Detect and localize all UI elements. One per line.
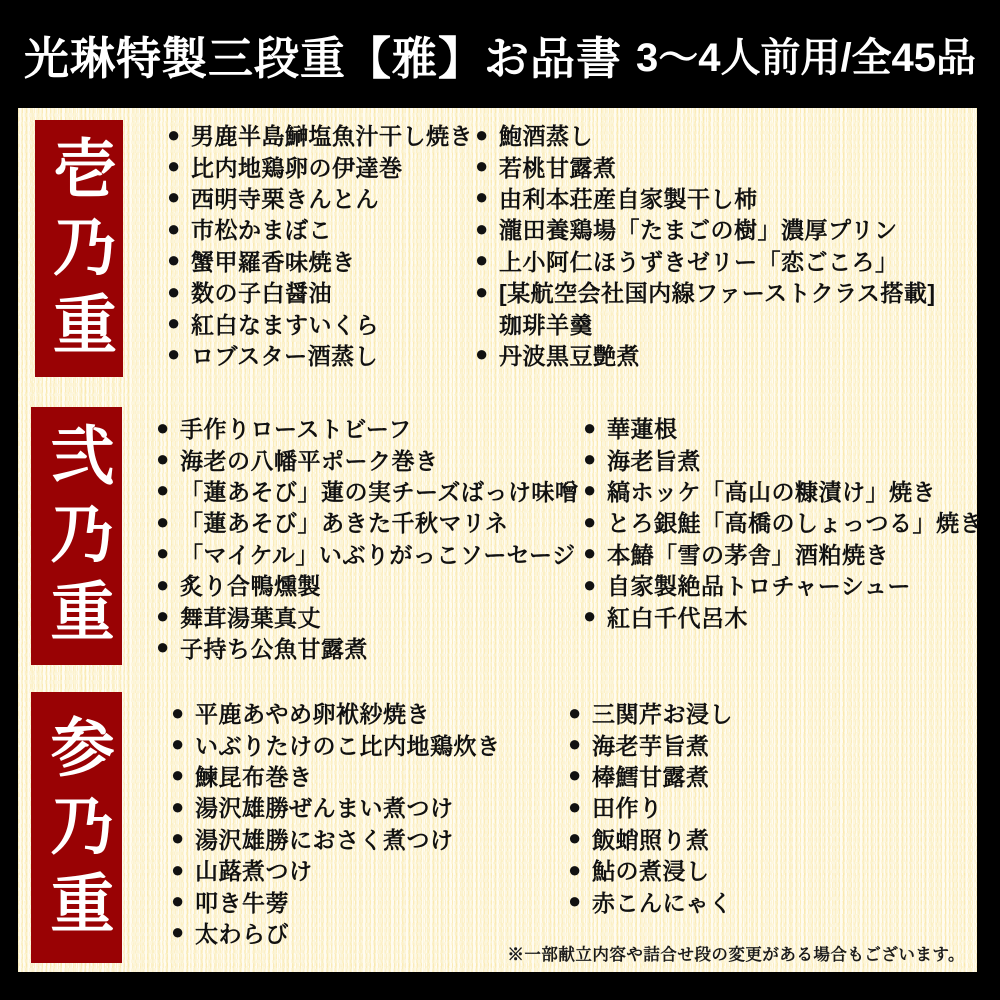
bullet-icon: ● bbox=[568, 762, 582, 788]
menu-item-label: 上小阿仁ほうずきゼリー「恋ごころ」 bbox=[499, 248, 899, 275]
menu-item-label: 海老芋旨煮 bbox=[592, 732, 710, 759]
bullet-icon: ● bbox=[171, 762, 185, 788]
bullet-icon: ● bbox=[568, 699, 582, 725]
menu-item-label: 本鰆「雪の茅舎」酒粕焼き bbox=[607, 541, 889, 568]
bullet-icon: ● bbox=[156, 571, 170, 597]
tier1-menu-column-right bbox=[475, 119, 936, 370]
bullet-icon: ● bbox=[568, 888, 582, 914]
menu-item bbox=[475, 339, 936, 370]
menu-item-label: 棒鱈甘露煮 bbox=[592, 763, 710, 790]
menu-item-label: 蟹甲羅香味焼き bbox=[191, 248, 356, 275]
bullet-icon: ● bbox=[171, 793, 185, 819]
tier-label-1 bbox=[35, 120, 123, 377]
menu-item bbox=[171, 697, 501, 728]
menu-item bbox=[156, 475, 578, 506]
menu-item bbox=[171, 885, 501, 916]
bullet-icon: ● bbox=[583, 446, 597, 472]
menu-item-label: 飯蛸照り煮 bbox=[592, 826, 710, 853]
menu-item-label: 市松かまぼこ bbox=[191, 217, 332, 244]
menu-item bbox=[583, 538, 983, 569]
menu-item-label: 数の子白醤油 bbox=[191, 280, 332, 307]
bullet-icon: ● bbox=[171, 919, 185, 945]
tier2-menu-column-left bbox=[156, 412, 578, 663]
menu-item bbox=[583, 475, 983, 506]
bullet-icon: ● bbox=[156, 508, 170, 534]
menu-item-label: 赤こんにゃく bbox=[592, 889, 733, 916]
tier1-menu-column-left bbox=[167, 119, 473, 370]
menu-item bbox=[167, 339, 473, 370]
bullet-icon: ● bbox=[167, 215, 181, 241]
menu-item bbox=[171, 917, 501, 948]
menu-item-label: 田作り bbox=[592, 795, 663, 822]
menu-item bbox=[167, 276, 473, 307]
bullet-icon: ● bbox=[156, 477, 170, 503]
bullet-icon: ● bbox=[171, 825, 185, 851]
menu-item-label: 縞ホッケ「高山の糠漬け」焼き bbox=[607, 478, 936, 505]
menu-item-label: [某航空会社国内線ファーストクラス搭載] bbox=[499, 280, 936, 307]
menu-item-label: 華蓮根 bbox=[607, 416, 678, 443]
menu-item-label: 西明寺栗きんとん bbox=[191, 185, 379, 212]
menu-item bbox=[583, 506, 983, 537]
menu-item bbox=[156, 506, 578, 537]
menu-item bbox=[475, 150, 936, 181]
menu-item bbox=[171, 854, 501, 885]
page-title: 光琳特製三段重【雅】お品書 bbox=[23, 32, 622, 84]
menu-item-label: 丹波黒豆艶煮 bbox=[499, 342, 640, 369]
bullet-icon: ● bbox=[167, 121, 181, 147]
menu-item-label: 平鹿あやめ卵袱紗焼き bbox=[195, 701, 430, 728]
menu-item bbox=[568, 791, 733, 822]
bullet-icon: ● bbox=[568, 825, 582, 851]
tier-label-3-text: 参乃重 bbox=[41, 713, 113, 948]
menu-item bbox=[583, 443, 983, 474]
menu-item-label: 珈琲羊羹 bbox=[499, 311, 593, 338]
menu-item-label: 紅白千代呂木 bbox=[607, 604, 748, 631]
tier-label-1-text: 壱乃重 bbox=[44, 134, 115, 369]
menu-item bbox=[475, 307, 936, 338]
bullet-icon: ● bbox=[171, 731, 185, 757]
page-header bbox=[0, 0, 1000, 108]
menu-item-label: 紅白なますいくら bbox=[191, 311, 379, 338]
menu-item-label: 湯沢雄勝ぜんまい煮つけ bbox=[195, 795, 454, 822]
menu-item-label: 手作りローストビーフ bbox=[180, 416, 412, 443]
menu-item-label: 瀧田養鶏場「たまごの樹」濃厚プリン bbox=[499, 217, 898, 244]
menu-item bbox=[475, 213, 936, 244]
bullet-icon: ● bbox=[583, 477, 597, 503]
bullet-icon: ● bbox=[167, 184, 181, 210]
bullet-icon: ● bbox=[568, 856, 582, 882]
menu-item bbox=[171, 791, 501, 822]
menu-item bbox=[171, 823, 501, 854]
menu-item-label: 由利本荘産自家製干し柿 bbox=[499, 185, 758, 212]
menu-item-label: 自家製絶品トロチャーシュー bbox=[607, 573, 911, 600]
menu-item bbox=[568, 823, 733, 854]
tier-label-2 bbox=[31, 407, 122, 665]
bullet-icon: ● bbox=[171, 888, 185, 914]
menu-item-label: 湯沢雄勝におさく煮つけ bbox=[195, 826, 454, 853]
bullet-icon: ● bbox=[583, 571, 597, 597]
menu-item bbox=[583, 412, 983, 443]
menu-item-label: 鮎の煮浸し bbox=[592, 858, 710, 885]
menu-item bbox=[156, 569, 578, 600]
bullet-icon: ● bbox=[475, 215, 489, 241]
tier-label-3 bbox=[31, 692, 122, 963]
menu-item-label: ロブスター酒蒸し bbox=[191, 342, 379, 369]
bullet-icon: ● bbox=[475, 121, 489, 147]
menu-item bbox=[568, 697, 733, 728]
menu-item-label: 海老旨煮 bbox=[607, 447, 701, 474]
tier-label-2-text: 弐乃重 bbox=[41, 422, 113, 656]
menu-item bbox=[156, 632, 578, 663]
menu-item bbox=[171, 760, 501, 791]
menu-item bbox=[167, 119, 473, 150]
menu-item-label: 鮑酒蒸し bbox=[499, 123, 593, 150]
menu-item bbox=[475, 276, 936, 307]
menu-item bbox=[167, 182, 473, 213]
menu-item-label: 子持ち公魚甘露煮 bbox=[180, 635, 368, 662]
menu-item-label: 三関芹お浸し bbox=[592, 701, 733, 728]
bullet-icon: ● bbox=[156, 603, 170, 629]
menu-item bbox=[475, 182, 936, 213]
tier3-menu-column-right bbox=[568, 697, 733, 917]
menu-item bbox=[583, 600, 983, 631]
bullet-icon: ● bbox=[167, 153, 181, 179]
menu-item bbox=[156, 443, 578, 474]
menu-item bbox=[568, 885, 733, 916]
footer-disclaimer: ※一部献立内容や詰合せ段の変更がある場合もございます。 bbox=[507, 946, 965, 964]
bullet-icon: ● bbox=[167, 247, 181, 273]
bullet-icon: ● bbox=[475, 153, 489, 179]
bullet-icon: ● bbox=[475, 341, 489, 367]
bullet-icon: ● bbox=[171, 699, 185, 725]
bullet-icon: ● bbox=[583, 414, 597, 440]
menu-item-label: 舞茸湯葉真丈 bbox=[180, 604, 321, 631]
menu-item bbox=[167, 307, 473, 338]
menu-item-label: 太わらび bbox=[195, 920, 289, 947]
bullet-icon: ● bbox=[156, 414, 170, 440]
bullet-icon: ● bbox=[156, 446, 170, 472]
bullet-icon: ● bbox=[167, 310, 181, 336]
menu-item bbox=[475, 119, 936, 150]
menu-item bbox=[568, 854, 733, 885]
bullet-icon: ● bbox=[167, 278, 181, 304]
menu-item bbox=[156, 412, 578, 443]
menu-item bbox=[167, 150, 473, 181]
bullet-icon: ● bbox=[568, 731, 582, 757]
menu-item bbox=[583, 569, 983, 600]
bullet-icon: ● bbox=[568, 793, 582, 819]
bullet-icon: ● bbox=[156, 540, 170, 566]
menu-item-label: いぶりたけのこ比内地鶏炊き bbox=[195, 732, 501, 759]
bullet-icon: ● bbox=[583, 508, 597, 534]
menu-item bbox=[568, 728, 733, 759]
bullet-icon: ● bbox=[475, 278, 489, 304]
bullet-icon: ● bbox=[171, 856, 185, 882]
menu-item-label: 山蕗煮つけ bbox=[195, 858, 313, 885]
menu-item bbox=[568, 760, 733, 791]
bullet-icon: ● bbox=[583, 603, 597, 629]
tier2-menu-column-right bbox=[583, 412, 983, 632]
menu-item bbox=[171, 728, 501, 759]
menu-item bbox=[475, 245, 936, 276]
bullet-icon: ● bbox=[167, 341, 181, 367]
menu-item bbox=[167, 213, 473, 244]
menu-item-label: 「蓮あそび」蓮の実チーズばっけ味噌 bbox=[180, 478, 579, 505]
menu-item-label: 海老の八幡平ポーク巻き bbox=[180, 447, 439, 474]
menu-item-label: 若桃甘露煮 bbox=[499, 154, 617, 181]
tier3-menu-column-left bbox=[171, 697, 501, 948]
bullet-icon: ● bbox=[475, 184, 489, 210]
menu-item-label: 「蓮あそび」あきた千秋マリネ bbox=[180, 510, 509, 537]
menu-item-label: 鰊昆布巻き bbox=[195, 763, 313, 790]
bullet-icon: ● bbox=[475, 247, 489, 273]
menu-item bbox=[156, 538, 578, 569]
menu-item bbox=[156, 600, 578, 631]
bullet-icon: ● bbox=[583, 540, 597, 566]
menu-item-label: 男鹿半島鰰塩魚汁干し焼き bbox=[191, 123, 473, 150]
menu-item-label: 叩き牛蒡 bbox=[195, 889, 289, 916]
menu-item-label: 炙り合鴨燻製 bbox=[180, 573, 321, 600]
bullet-icon: ● bbox=[156, 634, 170, 660]
menu-item-label: とろ銀鮭「高橋のしょっつる」焼き bbox=[607, 510, 983, 537]
menu-item-label: 「マイケル」いぶりがっこソーセージ bbox=[180, 541, 576, 568]
page-subtitle: 3〜4人前用/全45品 bbox=[635, 35, 977, 80]
menu-item-label: 比内地鶏卵の伊達巻 bbox=[191, 154, 403, 181]
menu-item bbox=[167, 245, 473, 276]
